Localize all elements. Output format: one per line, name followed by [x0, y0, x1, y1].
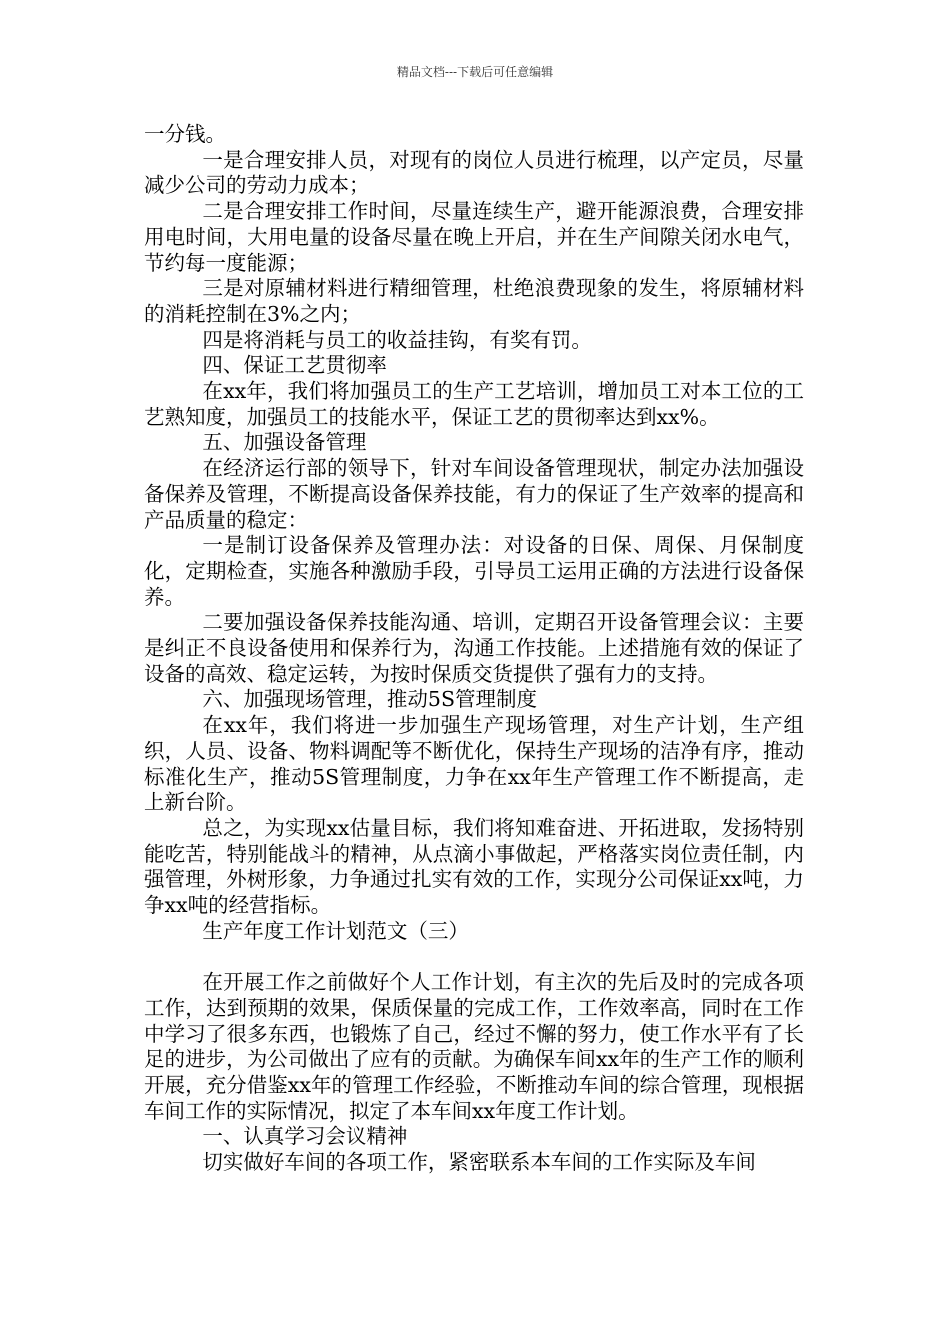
- document-body: [144, 122, 804, 1176]
- paragraph: 四是将消耗与员工的收益挂钩，有奖有罚。: [202, 327, 592, 352]
- paragraph: 在开展工作之前做好个人工作计划，有主次的先后及时的完成各项工作，达到预期的效果，保质保量的完成工作，工作效率高，同时在工作中学习了很多东西，也锻炼了自己，经过不懈的努力，使工作水平有了长足的进步，为公司做出了应有的贡献。为确保车间xx年的生产工作的顺利开展，充分借鉴xx年的管理工作经验，不断推动车间的综合管理，现根据车间工作的实际情况，拟定了本车间xx年度工作计划。: [144, 970, 804, 1123]
- section-heading: 六、加强现场管理，推动5S管理制度: [202, 687, 538, 712]
- section-heading: 一、认真学习会议精神: [202, 1124, 408, 1149]
- paragraph: 三是对原辅材料进行精细管理，杜绝浪费现象的发生，将原辅材料的消耗控制在3%之内；: [144, 276, 804, 326]
- paragraph: 二要加强设备保养技能沟通、培训，定期召开设备管理会议：主要是纠正不良设备使用和保养行为，沟通工作技能。上述措施有效的保证了设备的高效、稳定运转，为按时保质交货提供了强有力的支持。: [144, 610, 804, 686]
- section-heading: 四、保证工艺贯彻率: [202, 353, 387, 378]
- blank-line: [144, 945, 804, 971]
- paragraph: 在xx年，我们将加强员工的生产工艺培训，增加员工对本工位的工艺熟知度，加强员工的技能水平，保证工艺的贯彻率达到xx%。: [144, 379, 804, 429]
- paragraph: 二是合理安排工作时间，尽量连续生产，避开能源浪费，合理安排用电时间，大用电量的设备尽量在晚上开启，并在生产间隙关闭水电气，节约每一度能源；: [144, 199, 804, 275]
- paragraph: 一是制订设备保养及管理办法：对设备的日保、周保、月保制度化，定期检查，实施各种激励手段，引导员工运用正确的方法进行设备保养。: [144, 533, 804, 609]
- paragraph: 总之，为实现xx估量目标，我们将知难奋进、开拓进取，发扬特别能吃苦，特别能战斗的精神，从点滴小事做起，严格落实岗位责任制，内强管理，外树形象，力争通过扎实有效的工作，实现分公司保证xx吨，力争xx吨的经营指标。: [144, 815, 804, 918]
- page-header: 精品文档---下载后可任意编辑: [396, 65, 554, 79]
- section-heading: 五、加强设备管理: [202, 430, 367, 455]
- paragraph: 在经济运行部的领导下，针对车间设备管理现状，制定办法加强设备保养及管理，不断提高设备保养技能，有力的保证了生产效率的提高和产品质量的稳定：: [144, 456, 804, 532]
- document-subtitle: 生产年度工作计划范文（三）: [202, 918, 469, 943]
- paragraph: 一分钱。: [144, 122, 226, 146]
- paragraph: 切实做好车间的各项工作，紧密联系本车间的工作实际及车间: [202, 1150, 756, 1175]
- paragraph: 在xx年，我们将进一步加强生产现场管理，对生产计划，生产组织，人员、设备、物料调配等不断优化，保持生产现场的洁净有序，推动标准化生产，推动5S管理制度，力争在xx年生产管理工作不断提高，走上新台阶。: [144, 713, 804, 815]
- paragraph: 一是合理安排人员，对现有的岗位人员进行梳理，以产定员，尽量减少公司的劳动力成本；: [144, 147, 804, 198]
